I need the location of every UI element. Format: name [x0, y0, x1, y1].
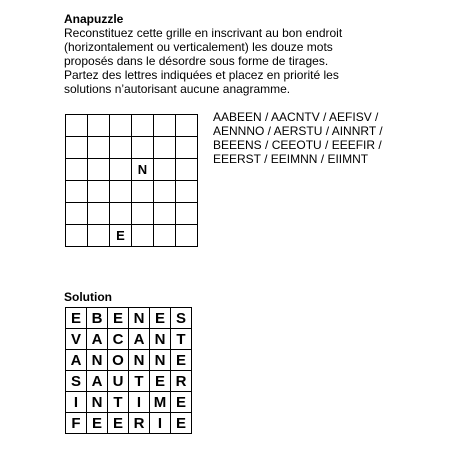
- tirages-list: [213, 110, 383, 166]
- solution-cell: E: [171, 392, 192, 413]
- instructions-line: Reconstituez cette grille en inscrivant au bon endroit: [64, 26, 343, 40]
- solution-cell: T: [108, 392, 129, 413]
- solution-cell: S: [171, 308, 192, 329]
- puzzle-grid: [65, 114, 198, 247]
- puzzle-cell[interactable]: [88, 181, 110, 203]
- puzzle-cell[interactable]: [88, 115, 110, 137]
- solution-cell: T: [171, 329, 192, 350]
- solution-row: [66, 329, 192, 350]
- puzzle-cell[interactable]: [88, 225, 110, 247]
- puzzle-cell[interactable]: [110, 115, 132, 137]
- tirages-line: AABEEN / AACNTV / AEFISV /: [213, 110, 379, 124]
- puzzle-cell[interactable]: [88, 137, 110, 159]
- solution-cell: F: [66, 413, 87, 434]
- solution-cell: N: [150, 329, 171, 350]
- solution-row: [66, 350, 192, 371]
- puzzle-cell[interactable]: [176, 159, 198, 181]
- solution-cell: E: [108, 308, 129, 329]
- puzzle-row: [66, 137, 198, 159]
- solution-cell: E: [108, 413, 129, 434]
- puzzle-cell[interactable]: [110, 159, 132, 181]
- solution-row: [66, 413, 192, 434]
- instructions-line: Partez des lettres indiquées et placez en priorité les: [64, 68, 339, 82]
- puzzle-row: [66, 115, 198, 137]
- page-title: Anapuzzle: [64, 12, 124, 26]
- puzzle-cell[interactable]: [154, 137, 176, 159]
- tirages-line: EEERST / EEIMNN / EIIMNT: [213, 152, 369, 166]
- instructions: [64, 26, 404, 96]
- puzzle-row: [66, 181, 198, 203]
- puzzle-row: [66, 203, 198, 225]
- instructions-line: solutions n’autorisant aucune anagramme.: [64, 82, 291, 96]
- solution-row: [66, 371, 192, 392]
- solution-cell: E: [150, 308, 171, 329]
- puzzle-cell[interactable]: [154, 115, 176, 137]
- puzzle-cell[interactable]: [66, 225, 88, 247]
- instructions-line: proposés dans le désordre sous forme de tirages.: [64, 54, 329, 68]
- solution-cell: S: [66, 371, 87, 392]
- puzzle-row: [66, 159, 198, 181]
- solution-cell: I: [66, 392, 87, 413]
- puzzle-cell[interactable]: [132, 181, 154, 203]
- puzzle-cell[interactable]: [176, 203, 198, 225]
- puzzle-cell[interactable]: [110, 137, 132, 159]
- solution-cell: M: [150, 392, 171, 413]
- puzzle-cell[interactable]: [132, 203, 154, 225]
- tirages-line: BEEENS / CEEOTU / EEEFIR /: [213, 138, 382, 152]
- instructions-line: (horizontalement ou verticalement) les douze mots: [64, 40, 333, 54]
- solution-grid: [65, 307, 192, 434]
- puzzle-cell[interactable]: [154, 225, 176, 247]
- solution-cell: I: [150, 413, 171, 434]
- solution-cell: N: [150, 350, 171, 371]
- solution-cell: A: [129, 329, 150, 350]
- puzzle-cell[interactable]: [66, 203, 88, 225]
- puzzle-cell[interactable]: [66, 137, 88, 159]
- puzzle-cell[interactable]: [66, 115, 88, 137]
- puzzle-cell[interactable]: [176, 225, 198, 247]
- tirages-line: AENNNO / AERSTU / AINNRT /: [213, 124, 383, 138]
- solution-cell: E: [150, 371, 171, 392]
- puzzle-cell[interactable]: [154, 181, 176, 203]
- puzzle-cell[interactable]: N: [132, 159, 154, 181]
- puzzle-cell[interactable]: [66, 181, 88, 203]
- solution-cell: U: [108, 371, 129, 392]
- solution-cell: R: [129, 413, 150, 434]
- solution-cell: T: [129, 371, 150, 392]
- solution-cell: A: [87, 371, 108, 392]
- solution-title: Solution: [64, 290, 112, 304]
- solution-cell: E: [171, 350, 192, 371]
- solution-cell: C: [108, 329, 129, 350]
- puzzle-cell[interactable]: [154, 203, 176, 225]
- solution-cell: V: [66, 329, 87, 350]
- puzzle-cell[interactable]: [88, 203, 110, 225]
- puzzle-row: [66, 225, 198, 247]
- puzzle-cell[interactable]: [154, 159, 176, 181]
- solution-cell: E: [87, 413, 108, 434]
- solution-cell: A: [66, 350, 87, 371]
- puzzle-cell[interactable]: [176, 137, 198, 159]
- solution-row: [66, 392, 192, 413]
- solution-cell: R: [171, 371, 192, 392]
- solution-cell: I: [129, 392, 150, 413]
- puzzle-cell[interactable]: [110, 181, 132, 203]
- solution-cell: E: [171, 413, 192, 434]
- solution-cell: E: [66, 308, 87, 329]
- puzzle-cell[interactable]: [132, 115, 154, 137]
- puzzle-cell[interactable]: [66, 159, 88, 181]
- puzzle-cell[interactable]: [132, 137, 154, 159]
- solution-cell: N: [87, 392, 108, 413]
- solution-cell: N: [129, 308, 150, 329]
- solution-row: [66, 308, 192, 329]
- solution-cell: N: [87, 350, 108, 371]
- solution-cell: B: [87, 308, 108, 329]
- puzzle-cell[interactable]: [176, 181, 198, 203]
- puzzle-cell[interactable]: [176, 115, 198, 137]
- puzzle-cell[interactable]: [110, 203, 132, 225]
- puzzle-cell[interactable]: [88, 159, 110, 181]
- solution-cell: O: [108, 350, 129, 371]
- solution-cell: A: [87, 329, 108, 350]
- solution-cell: N: [129, 350, 150, 371]
- puzzle-cell[interactable]: [132, 225, 154, 247]
- puzzle-cell[interactable]: E: [110, 225, 132, 247]
